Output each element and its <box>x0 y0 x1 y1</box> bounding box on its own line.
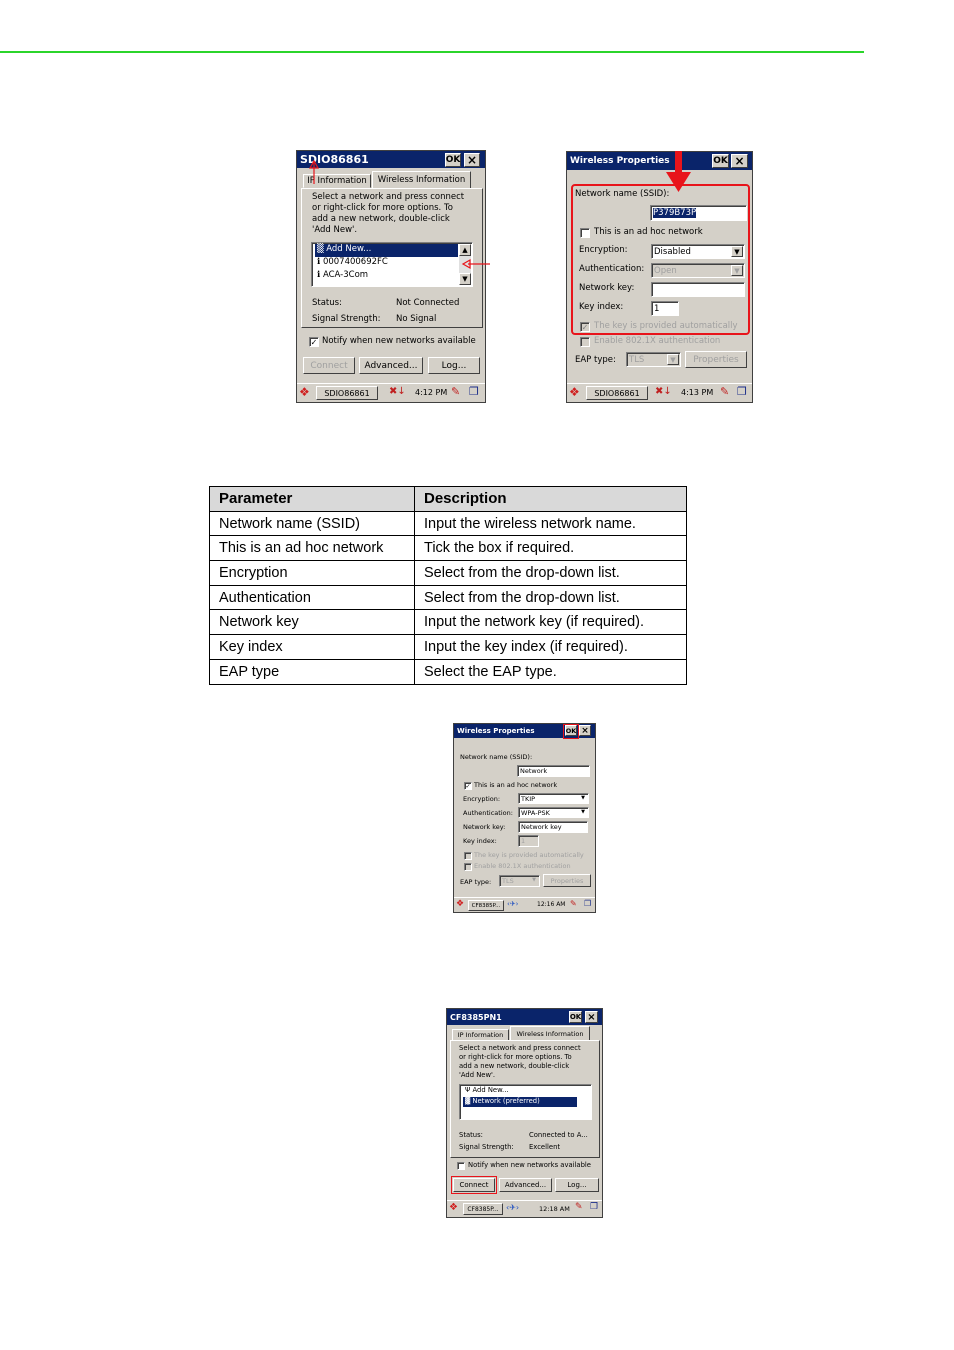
encryption-label: Encryption: <box>463 795 501 803</box>
start-icon[interactable]: ❖ <box>449 1202 458 1213</box>
list-item[interactable]: ▒ Add New... <box>315 244 458 257</box>
chevron-down-icon[interactable]: ▼ <box>581 809 585 815</box>
notify-label: Notify when new networks available <box>322 336 476 346</box>
ok-button[interactable]: OK <box>713 156 728 166</box>
table-cell: Input the wireless network name. <box>415 511 687 536</box>
pen-icon[interactable]: ✎ <box>570 899 577 908</box>
dot1x-label: Enable 802.1X authentication <box>474 862 571 870</box>
clock: 12:18 AM <box>539 1205 570 1213</box>
ok-button[interactable]: OK <box>445 155 461 165</box>
taskbar <box>454 897 595 912</box>
screenshot-wireless-properties <box>566 151 753 403</box>
instruction-line-1: Select a network and press connect <box>459 1044 581 1052</box>
table-cell: Network name (SSID) <box>210 511 415 536</box>
table-cell: EAP type <box>210 659 415 684</box>
header-description: Description <box>415 487 687 512</box>
header-parameter: Parameter <box>210 487 415 512</box>
ssid-input[interactable]: Network <box>517 765 590 777</box>
log-button[interactable]: Log... <box>555 1178 599 1192</box>
key-index-label: Key index: <box>463 837 497 845</box>
pen-icon[interactable]: ✎ <box>720 385 730 398</box>
instruction-line-2: or right-click for more options. To <box>459 1053 572 1061</box>
table-cell: This is an ad hoc network <box>210 536 415 561</box>
header-rule <box>0 51 864 53</box>
close-button[interactable]: × <box>731 154 748 168</box>
list-item[interactable]: Ψ Add New... <box>465 1086 509 1094</box>
screenshot-wireless-information-connected <box>446 1008 603 1218</box>
tab-wireless-information[interactable]: Wireless Information <box>510 1026 590 1041</box>
key-auto-checkbox[interactable]: ✓ <box>581 322 589 332</box>
table-row <box>210 585 687 610</box>
adhoc-label: This is an ad hoc network <box>594 227 703 237</box>
table-cell: Encryption <box>210 561 415 586</box>
list-item[interactable]: ℹ 0007400692FC <box>317 257 388 267</box>
instruction-line-4: 'Add New'. <box>312 225 358 235</box>
status-label: Status: <box>312 298 342 308</box>
connect-highlight-box <box>451 1176 497 1194</box>
table-row <box>210 536 687 561</box>
ssid-label: Network name (SSID): <box>575 189 670 199</box>
network-key-label: Network key: <box>463 823 506 831</box>
taskbar <box>567 383 752 402</box>
taskbar <box>447 1200 602 1217</box>
advanced-button[interactable]: Advanced... <box>359 357 423 374</box>
taskbar <box>297 383 485 402</box>
instruction-line-2: or right-click for more options. To <box>312 203 453 213</box>
network-tray-icon[interactable]: ✖↓ <box>389 386 406 397</box>
chevron-down-icon[interactable]: ▼ <box>581 795 585 801</box>
taskbar-task-button[interactable]: CF8385P... <box>468 900 504 911</box>
clock: 4:13 PM <box>681 388 714 397</box>
table-row <box>210 610 687 635</box>
signal-value: No Signal <box>396 314 437 324</box>
eap-type-select[interactable]: TLS ▼ <box>499 875 540 887</box>
notify-checkbox[interactable] <box>457 1162 465 1170</box>
table-cell: Select from the drop-down list. <box>415 585 687 610</box>
status-label: Status: <box>459 1131 483 1139</box>
table-row <box>210 561 687 586</box>
instruction-line-4: 'Add New'. <box>459 1071 496 1079</box>
authentication-select[interactable]: Open ▼ <box>651 263 745 278</box>
clock: 4:12 PM <box>415 388 448 397</box>
table-cell: Select from the drop-down list. <box>415 561 687 586</box>
log-button[interactable]: Log... <box>428 357 480 374</box>
dot1x-checkbox[interactable] <box>464 863 472 871</box>
close-button[interactable]: × <box>464 153 480 167</box>
windows-icon[interactable]: ❐ <box>590 1202 599 1212</box>
table-cell: Key index <box>210 635 415 660</box>
pen-icon[interactable]: ✎ <box>575 1202 583 1212</box>
encryption-select[interactable]: TKIP ▼ <box>518 793 589 804</box>
window-title: Wireless Properties <box>457 727 535 735</box>
network-list[interactable] <box>459 1084 592 1120</box>
dot1x-label: Enable 802.1X authentication <box>594 336 721 346</box>
pen-icon[interactable]: ✎ <box>451 385 461 398</box>
table-row <box>210 659 687 684</box>
table-row <box>210 511 687 536</box>
network-key-label: Network key: <box>579 283 635 293</box>
ssid-input[interactable]: P379B73P <box>650 205 747 221</box>
connect-button[interactable]: Connect <box>453 1178 495 1192</box>
status-value: Not Connected <box>396 298 460 308</box>
start-icon[interactable]: ❖ <box>569 385 580 399</box>
chevron-down-icon[interactable]: ▼ <box>731 246 743 257</box>
tab-wireless-information[interactable]: Wireless Information <box>372 171 471 189</box>
tab-ip-information[interactable]: IP Information <box>452 1029 509 1041</box>
adhoc-label: This is an ad hoc network <box>474 781 558 789</box>
table-cell: Tick the box if required. <box>415 536 687 561</box>
add-new-icon: ▒ <box>317 244 327 254</box>
windows-icon[interactable]: ❐ <box>737 385 747 398</box>
authentication-select[interactable]: WPA-PSK ▼ <box>518 807 589 818</box>
table-header-row <box>210 487 687 512</box>
chevron-down-icon[interactable]: ▼ <box>731 265 743 276</box>
scroll-up-button[interactable]: ▲ <box>459 244 471 256</box>
encryption-label: Encryption: <box>579 245 628 255</box>
instruction-line-1: Select a network and press connect <box>312 192 465 202</box>
authentication-label: Authentication: <box>463 809 513 817</box>
clock: 12:16 AM <box>537 901 566 908</box>
notify-label: Notify when new networks available <box>468 1161 591 1169</box>
table-cell: Input the key index (if required). <box>415 635 687 660</box>
signal-label: Signal Strength: <box>459 1143 514 1151</box>
ssid-label: Network name (SSID): <box>460 753 533 761</box>
eap-type-label: EAP type: <box>575 355 616 365</box>
windows-icon[interactable]: ❐ <box>584 899 592 908</box>
parameter-table <box>209 486 687 685</box>
eap-type-select[interactable]: TLS ▼ <box>626 352 681 367</box>
chevron-down-icon[interactable]: ▼ <box>667 354 679 365</box>
close-button[interactable]: × <box>579 725 591 736</box>
table-cell: Authentication <box>210 585 415 610</box>
scroll-down-button[interactable]: ▼ <box>459 273 471 285</box>
chevron-down-icon[interactable]: ▼ <box>532 877 536 883</box>
taskbar-task-button[interactable]: CF8385P... <box>463 1203 503 1215</box>
window-title: CF8385PN1 <box>450 1012 502 1022</box>
network-tray-icon[interactable]: ‹✈› <box>507 900 519 908</box>
adhoc-checkbox[interactable]: ✓ <box>465 782 471 790</box>
highlight-box <box>571 184 750 335</box>
start-icon[interactable]: ❖ <box>299 385 310 399</box>
table-cell: Input the network key (if required). <box>415 610 687 635</box>
network-icon: ℹ <box>317 270 323 280</box>
ok-button[interactable]: OK <box>565 726 577 735</box>
connect-button[interactable]: Connect <box>303 357 355 374</box>
dot1x-checkbox[interactable] <box>580 337 590 347</box>
key-index-input[interactable]: 1 <box>518 835 539 847</box>
eap-type-label: EAP type: <box>460 878 492 886</box>
table-row <box>210 635 687 660</box>
windows-icon[interactable]: ❐ <box>469 385 479 398</box>
key-index-input[interactable]: 1 <box>651 301 679 316</box>
key-auto-label: The key is provided automatically <box>474 851 584 859</box>
window-title: Wireless Properties <box>570 156 670 166</box>
annotation-arrows-shot1 <box>300 160 500 270</box>
network-key-input[interactable]: Network key <box>518 821 588 833</box>
instruction-line-3: add a new network, double-click <box>459 1062 570 1070</box>
key-auto-label: The key is provided automatically <box>594 321 738 331</box>
properties-button[interactable]: Properties <box>543 874 591 887</box>
network-icon: ▓ <box>465 1097 473 1105</box>
authentication-label: Authentication: <box>579 264 645 274</box>
taskbar-task-button[interactable]: SDIO86861 <box>586 386 648 400</box>
instruction-line-3: add a new network, double-click <box>312 214 450 224</box>
notify-checkbox[interactable]: ✓ <box>310 337 318 347</box>
list-item[interactable]: ℹ ACA-3Com <box>317 270 369 280</box>
network-tray-icon[interactable]: ‹✈› <box>506 1203 520 1212</box>
key-index-label: Key index: <box>579 302 624 312</box>
ok-button[interactable]: OK <box>569 1013 582 1021</box>
taskbar-task-button[interactable]: SDIO86861 <box>316 386 378 400</box>
network-tray-icon[interactable]: ✖↓ <box>655 386 672 397</box>
encryption-select[interactable]: Disabled ▼ <box>651 244 745 259</box>
screenshot-wireless-properties-filled <box>453 723 596 913</box>
signal-label: Signal Strength: <box>312 314 381 324</box>
close-button[interactable]: × <box>585 1011 598 1023</box>
signal-value: Excellent <box>529 1143 561 1151</box>
status-value: Connected to A... <box>529 1131 588 1139</box>
add-new-icon: Ψ <box>465 1086 473 1094</box>
table-cell: Network key <box>210 610 415 635</box>
down-arrow-icon <box>664 150 694 195</box>
properties-button[interactable]: Properties <box>685 351 747 368</box>
tab-ip-information[interactable]: IP Information <box>303 174 371 188</box>
network-icon: ℹ <box>317 257 323 267</box>
list-item[interactable]: ▓ Network (preferred) <box>463 1097 577 1107</box>
window-title: SDIO86861 <box>300 153 369 166</box>
advanced-button[interactable]: Advanced... <box>499 1178 552 1192</box>
key-auto-checkbox[interactable] <box>464 852 472 860</box>
start-icon[interactable]: ❖ <box>456 899 465 909</box>
ok-highlight-box <box>563 724 579 739</box>
table-cell: Select the EAP type. <box>415 659 687 684</box>
